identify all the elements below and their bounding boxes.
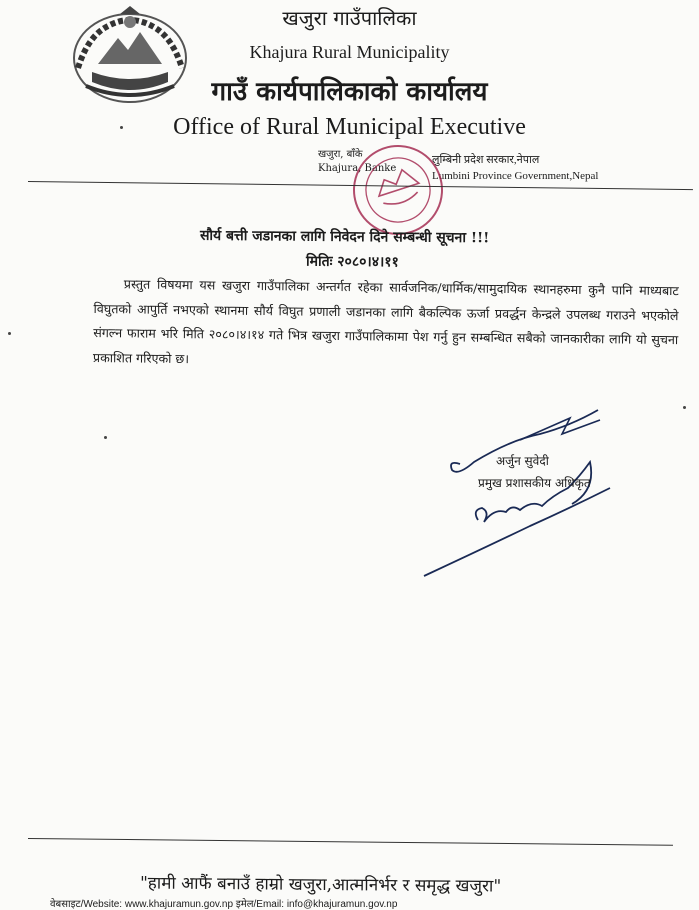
address-right-english: Lumbini Province Government,Nepal <box>432 170 599 182</box>
address-right-nepali: लुम्बिनी प्रदेश सरकार,नेपाल <box>432 154 540 166</box>
office-name-english: Office of Rural Municipal Executive <box>173 114 526 140</box>
municipality-name-english: Khajura Rural Municipality <box>249 42 450 62</box>
official-stamp <box>350 142 446 238</box>
address-left-nepali: खजुरा, बाँके <box>318 149 363 160</box>
address-left-english: Khajura, Banke <box>318 163 397 174</box>
municipality-name-nepali: खजुरा गाउँपालिका <box>282 6 417 30</box>
footer-divider <box>28 838 673 846</box>
scan-speck <box>683 406 686 409</box>
scan-speck <box>8 332 11 335</box>
office-name-nepali: गाउँ कार्यपालिकाको कार्यालय <box>211 77 488 107</box>
scan-speck <box>104 436 107 439</box>
signatory-title: प्रमुख प्रशासकीय अधिकृत <box>478 476 591 490</box>
notice-body: प्रस्तुत विषयमा यस खजुरा गाउँपालिका अन्तर्गत रहेका सार्वजनिक/धार्मिक/सामुदायिक स्थानहरुमा कुनै पानि माध्यबाट विघुतको आपुर्ति नभएको स्थानमा सौर्य विघुत प्रणाली जडानका लागि बैकल्पिक ऊर्जा प्रवर्द्धन केन्द्रले उपलब्ध गराउने भएकोले संगल्न फाराम भरि मिति २०८०।४।१४ गते भित्र खजुरा गाउँपालिकामा पेश गर्नु हुन सम्बन्धित सबैको जानकारीका लागि यो सुचना प्रकाशित गरिएको छ। <box>92 276 679 366</box>
scan-speck <box>120 126 123 129</box>
notice-date: मितिः २०८०।४।११ <box>305 253 399 271</box>
notice-subject: सौर्य बत्ती जडानका लागि निवेदन दिने सम्बन्धी सूचना !!! <box>199 227 490 247</box>
footer-website: वेबसाइट/Website: www.khajuramun.gov.np इमेल/Email: info@khajuramun.gov.np <box>50 899 398 910</box>
signatory-name: अर्जुन सुवेदी <box>496 454 549 468</box>
footer-slogan: "हामी आफैं बनाउँ हाम्रो खजुरा,आत्मनिर्भर र समृद्ध खजुरा" <box>139 873 502 897</box>
address-right <box>432 152 599 184</box>
